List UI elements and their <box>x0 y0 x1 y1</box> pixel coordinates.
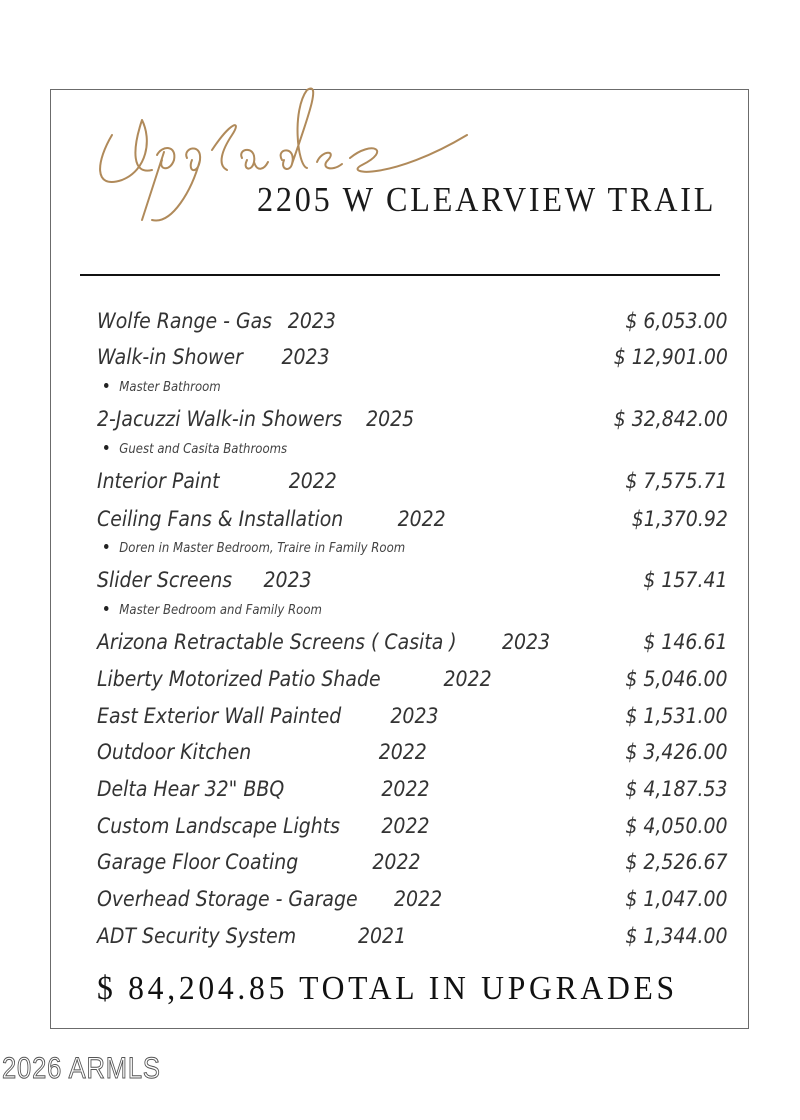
upgrade-item-name: Garage Floor Coating 2022 <box>97 850 421 874</box>
upgrade-item-name: ADT Security System 2021 <box>97 924 407 948</box>
upgrade-item-name: Slider Screens 2023 <box>97 568 312 592</box>
bullet-icon <box>104 445 109 450</box>
upgrade-item-name: 2-Jacuzzi Walk-in Showers 2025 <box>97 407 415 431</box>
upgrade-item-name: Outdoor Kitchen 2022 <box>97 740 427 764</box>
upgrade-item-price: $ 4,187.53 <box>625 777 728 801</box>
upgrade-item-price: $ 7,575.71 <box>625 469 728 493</box>
upgrade-item-price: $ 32,842.00 <box>613 407 728 431</box>
upgrade-item-name: Walk-in Shower 2023 <box>97 345 330 369</box>
upgrade-item-price: $ 6,053.00 <box>625 309 728 333</box>
divider-line <box>80 274 720 276</box>
upgrade-item-note: Guest and Casita Bathrooms <box>104 442 287 457</box>
upgrade-item-name: Overhead Storage - Garage 2022 <box>97 887 443 911</box>
armls-watermark: 2026 ARMLS <box>2 1052 161 1085</box>
upgrade-item-name: Arizona Retractable Screens ( Casita ) 2023 <box>97 630 551 654</box>
upgrade-item-price: $ 5,046.00 <box>625 667 728 691</box>
bullet-icon <box>104 544 109 549</box>
upgrade-item-price: $ 1,531.00 <box>625 704 728 728</box>
upgrade-item-price: $ 12,901.00 <box>613 345 728 369</box>
upgrade-item-price: $ 146.61 <box>643 630 728 654</box>
upgrade-item-price: $ 4,050.00 <box>625 814 728 838</box>
total-upgrades: $ 84,204.85 TOTAL IN UPGRADES <box>97 970 678 1007</box>
upgrade-item-name: Custom Landscape Lights 2022 <box>97 814 430 838</box>
upgrade-item-name: Liberty Motorized Patio Shade 2022 <box>97 667 492 691</box>
upgrade-item-name: Wolfe Range - Gas 2023 <box>97 309 336 333</box>
property-address: 2205 W CLEARVIEW TRAIL <box>257 180 717 219</box>
upgrade-item-price: $ 3,426.00 <box>625 740 728 764</box>
upgrade-item-price: $1,370.92 <box>631 507 728 531</box>
upgrade-item-price: $ 1,344.00 <box>625 924 728 948</box>
upgrade-item-name: East Exterior Wall Painted 2023 <box>97 704 439 728</box>
upgrade-item-name: Ceiling Fans & Installation 2022 <box>97 507 446 531</box>
upgrade-item-price: $ 1,047.00 <box>625 887 728 911</box>
upgrade-item-price: $ 2,526.67 <box>625 850 728 874</box>
upgrade-item-name: Delta Hear 32" BBQ 2022 <box>97 777 430 801</box>
upgrade-item-name: Interior Paint 2022 <box>97 469 337 493</box>
upgrade-item-note: Master Bedroom and Family Room <box>104 603 322 618</box>
upgrade-item-note: Master Bathroom <box>104 380 221 395</box>
upgrade-item-price: $ 157.41 <box>643 568 728 592</box>
bullet-icon <box>104 383 109 388</box>
bullet-icon <box>104 606 109 611</box>
upgrade-item-note: Doren in Master Bedroom, Traire in Family Room <box>104 541 405 556</box>
